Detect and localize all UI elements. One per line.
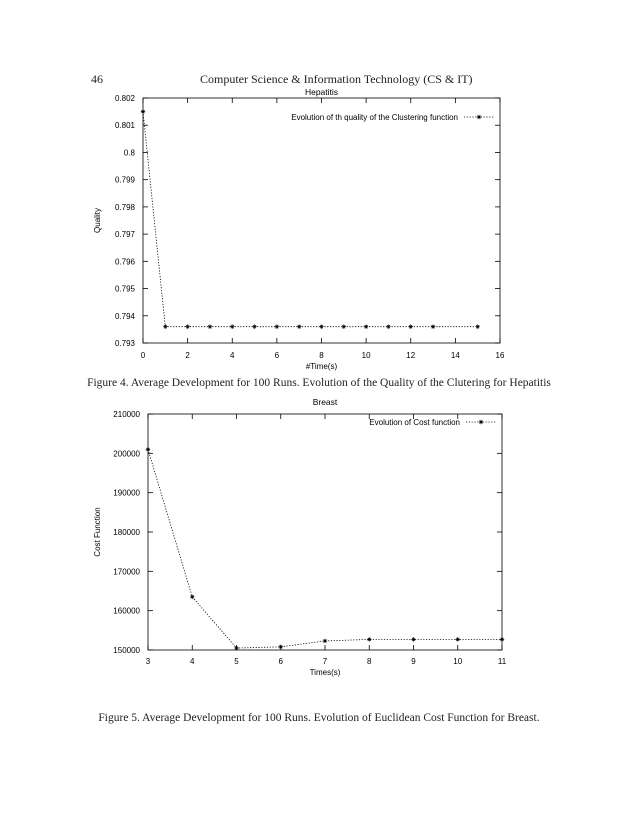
point-marker xyxy=(364,324,368,328)
point-marker xyxy=(323,639,327,643)
point-marker xyxy=(342,324,346,328)
chart-title: Breast xyxy=(312,397,338,407)
data-point xyxy=(208,324,212,328)
y-tick-label: 0.793 xyxy=(114,339,135,348)
data-point xyxy=(297,324,301,328)
legend-marker xyxy=(479,420,483,424)
plot-frame xyxy=(143,98,500,343)
data-point xyxy=(185,324,189,328)
data-point xyxy=(146,447,150,451)
data-point xyxy=(342,324,346,328)
x-tick-label: 12 xyxy=(406,351,416,360)
x-tick-label: 6 xyxy=(278,657,283,666)
legend-marker xyxy=(477,115,481,119)
y-tick-label: 210000 xyxy=(113,410,140,419)
point-marker xyxy=(386,324,390,328)
x-tick-label: 6 xyxy=(274,351,280,360)
point-marker xyxy=(252,324,256,328)
y-tick-label: 180000 xyxy=(113,528,140,537)
y-tick-label: 0.799 xyxy=(114,175,135,185)
data-point xyxy=(386,324,390,328)
data-point xyxy=(431,324,435,328)
y-tick-label: 170000 xyxy=(113,567,140,577)
point-marker xyxy=(411,637,415,641)
plot-frame xyxy=(148,414,502,650)
point-marker xyxy=(297,324,301,328)
x-tick-label: 4 xyxy=(190,657,195,666)
point-marker xyxy=(456,637,460,641)
series-line xyxy=(148,449,502,648)
y-axis-label: Cost Function xyxy=(93,507,102,557)
point-marker xyxy=(146,447,150,451)
data-point xyxy=(367,637,371,641)
journal-title: Computer Science & Information Technology (CS & IT) xyxy=(200,72,473,86)
data-point xyxy=(279,645,283,649)
data-point xyxy=(411,637,415,641)
data-point xyxy=(141,109,145,113)
data-point xyxy=(319,324,323,328)
point-marker xyxy=(500,637,504,641)
x-tick-label: 2 xyxy=(185,351,190,360)
x-tick-label: 4 xyxy=(230,351,235,360)
data-point xyxy=(163,324,167,328)
y-tick-label: 200000 xyxy=(113,449,140,459)
point-marker xyxy=(208,324,212,328)
data-point xyxy=(500,637,504,641)
y-tick-label: 190000 xyxy=(113,488,140,498)
y-tick-label: 150000 xyxy=(113,646,140,655)
y-tick-label: 0.797 xyxy=(114,230,135,240)
y-tick-label: 0.794 xyxy=(114,311,135,321)
series-line xyxy=(143,112,478,327)
x-tick-label: 11 xyxy=(497,657,507,666)
data-point xyxy=(475,324,479,328)
x-tick-label: 10 xyxy=(361,351,371,360)
point-marker xyxy=(409,324,413,328)
x-tick-label: 16 xyxy=(495,351,505,360)
point-marker xyxy=(475,324,479,328)
x-axis-label: #Time(s) xyxy=(305,362,338,371)
y-tick-label: 0.8 xyxy=(123,148,135,158)
data-point xyxy=(456,637,460,641)
x-tick-label: 14 xyxy=(450,351,460,360)
y-tick-label: 160000 xyxy=(113,606,140,616)
data-point xyxy=(364,324,368,328)
y-tick-label: 0.796 xyxy=(114,257,135,267)
y-tick-label: 0.795 xyxy=(114,284,135,294)
point-marker xyxy=(190,595,194,599)
point-marker xyxy=(163,324,167,328)
point-marker xyxy=(141,109,145,113)
x-tick-label: 10 xyxy=(453,657,463,666)
point-marker xyxy=(185,324,189,328)
data-point xyxy=(409,324,413,328)
point-marker xyxy=(279,645,283,649)
x-tick-label: 8 xyxy=(367,657,372,666)
legend-label: Evolution of th quality of the Clustering function xyxy=(291,113,458,122)
x-tick-label: 8 xyxy=(319,351,324,360)
x-tick-label: 7 xyxy=(322,657,328,666)
data-point xyxy=(323,639,327,643)
data-point xyxy=(230,324,234,328)
y-axis-label: Quality xyxy=(93,208,102,233)
y-tick-label: 0.802 xyxy=(114,94,135,103)
point-marker xyxy=(367,637,371,641)
x-axis-label: Times(s) xyxy=(309,668,341,677)
figure-4-caption: Figure 4. Average Development for 100 Runs. Evolution of the Quality of the Clutering for Hepatitis xyxy=(87,377,551,389)
point-marker xyxy=(230,324,234,328)
page-number: 46 xyxy=(91,72,103,86)
data-point xyxy=(275,324,279,328)
x-tick-label: 5 xyxy=(234,657,239,666)
data-point xyxy=(190,595,194,599)
x-tick-label: 3 xyxy=(145,657,151,666)
data-point xyxy=(252,324,256,328)
legend-label: Evolution of Cost function xyxy=(369,418,460,427)
y-tick-label: 0.798 xyxy=(114,202,135,212)
hepatitis-chart xyxy=(0,85,638,375)
x-tick-label: 9 xyxy=(411,657,416,666)
breast-chart xyxy=(0,395,638,685)
chart-title: Hepatitis xyxy=(304,87,339,97)
x-tick-label: 0 xyxy=(140,351,146,360)
figure-5-caption: Figure 5. Average Development for 100 Runs. Evolution of Euclidean Cost Function for Breast. xyxy=(98,712,540,724)
y-tick-label: 0.801 xyxy=(114,121,135,131)
point-marker xyxy=(319,324,323,328)
point-marker xyxy=(431,324,435,328)
point-marker xyxy=(275,324,279,328)
